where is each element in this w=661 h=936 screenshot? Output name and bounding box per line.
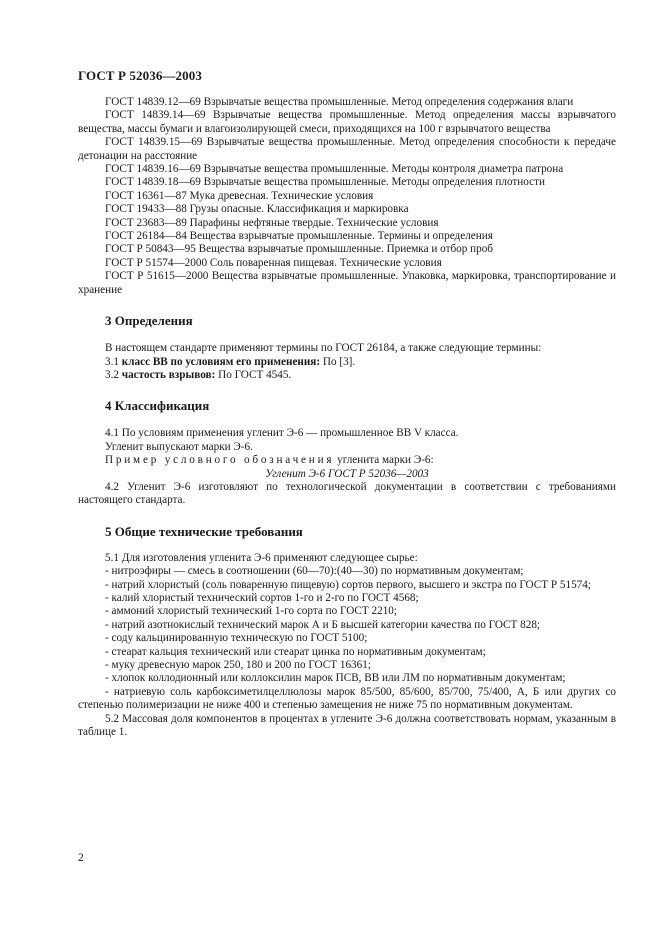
reference-item: ГОСТ Р 51615—2000 Вещества взрывчатые промышленные. Упаковка, маркировка, транспортирование и хранение	[78, 270, 616, 296]
page-number: 2	[78, 852, 84, 864]
clause-4-2: 4.2 Угленит Э-6 изготовляют по технологической документации в соответствии с требованиями настоящего стандарта.	[78, 480, 616, 507]
reference-item: ГОСТ 16361—87 Мука древесная. Технические условия	[105, 189, 374, 202]
reference-item: ГОСТ Р 51574—2000 Соль поваренная пищевая. Технические условия	[105, 256, 442, 269]
reference-item: ГОСТ 14839.14—69 Взрывчатые вещества промышленные. Метод определения массы взрывчатого вещества, массы бумаги и влагоизолирующей смеси, приходящихся на 100 г взрывчатого вещества	[78, 109, 616, 135]
definition-3-1	[78, 356, 616, 369]
list-item: - соду кальцинированную техническую по ГОСТ 5100;	[105, 632, 368, 645]
clause-5-2: 5.2 Массовая доля компонентов в процентах в углените Э-6 должна соответствовать нормам, указанным в таблице 1.	[78, 712, 616, 739]
clause-5-1: 5.1 Для изготовления угленита Э-6 применяют следующее сырье:	[105, 551, 418, 564]
example-label: Пример условного обозначения	[105, 454, 335, 467]
definitions-intro: В настоящем стандарте применяют термины по ГОСТ 26184, а также следующие термины:	[105, 342, 542, 355]
list-item: - стеарат кальция технический или стеарат цинка по нормативным документам;	[105, 645, 486, 658]
example-tail: угленита марки Э-6:	[334, 454, 434, 467]
document-header: ГОСТ Р 52036—2003	[78, 68, 202, 83]
section-3-heading: 3 Определения	[105, 313, 193, 329]
example-line	[78, 454, 616, 467]
raw-materials-list	[78, 565, 616, 712]
definition-3-2	[78, 369, 616, 382]
list-item: - муку древесную марок 250, 180 и 200 по ГОСТ 16361;	[105, 659, 371, 671]
list-item: - хлопок коллодионный или коллоксилин марок ПСВ, ВВ или ЛМ по нормативным документам;	[105, 672, 566, 685]
list-item: - калий хлористый технический сортов 1-го и 2-го по ГОСТ 4568;	[105, 591, 419, 604]
reference-item: ГОСТ 23683—89 Парафины нефтяные твердые. Технические условия	[105, 216, 439, 229]
definition-number: 3.2	[105, 368, 119, 381]
reference-item: ГОСТ Р 50843—95 Вещества взрывчатые промышленные. Приемка и отбор проб	[105, 243, 493, 256]
clause-4-1: 4.1 По условиям применения угленит Э-6 — промышленное ВВ V класса.	[105, 427, 459, 440]
grade-statement: Угленит выпускают марки Э-6.	[105, 440, 253, 453]
list-item: - натриевую соль карбоксиметилцеллюлозы марок 85/500, 85/600, 85/700, 75/400, А, Б или других со степенью полимеризации не ниже 400 и степенью замещения не ниже 75 по нормативным документам.	[78, 685, 616, 712]
reference-item: ГОСТ 26184—84 Вещества взрывчатые промышленные. Термины и определения	[105, 230, 493, 243]
reference-item: ГОСТ 14839.18—69 Взрывчатые вещества промышленные. Методы определения плотности	[105, 176, 546, 189]
reference-item: ГОСТ 14839.15—69 Взрывчатые вещества промышленные. Метод определения способности к передаче детонации на расстояние	[78, 136, 616, 162]
section-4-heading: 4 Классификация	[105, 398, 210, 414]
reference-item: ГОСТ 14839.16—69 Взрывчатые вещества промышленные. Методы контроля диаметра патрона	[105, 163, 564, 176]
definition-number: 3.1	[105, 355, 119, 368]
list-item: - нитроэфиры — смесь в соотношении (60—70):(40—30) по нормативным документам;	[105, 565, 524, 578]
reference-item: ГОСТ 19433—88 Грузы опасные. Классификация и маркировка	[105, 203, 409, 216]
document-body	[78, 96, 616, 739]
definition-term: класс ВВ по условиям его применения:	[121, 355, 321, 368]
definition-text: По ГОСТ 4545.	[218, 368, 292, 381]
list-item: - натрий хлористый (соль поваренную пищевую) сортов первого, высшего и экстра по ГОСТ Р 51574;	[105, 578, 591, 591]
designation-example: Угленит Э-6 ГОСТ Р 52036—2003	[265, 467, 429, 480]
definition-text: По [3].	[322, 355, 356, 368]
section-5-heading: 5 Общие технические требования	[105, 523, 303, 539]
list-item: - аммоний хлористый технический 1-го сорта по ГОСТ 2210;	[105, 605, 397, 618]
reference-item: ГОСТ 14839.12—69 Взрывчатые вещества промышленные. Метод определения содержания влаги	[105, 96, 574, 108]
definition-term: частость взрывов:	[121, 368, 216, 381]
list-item: - натрий азотнокислый технический марок А и Б высшей категории качества по ГОСТ 828;	[105, 618, 541, 631]
references-list	[78, 96, 616, 297]
